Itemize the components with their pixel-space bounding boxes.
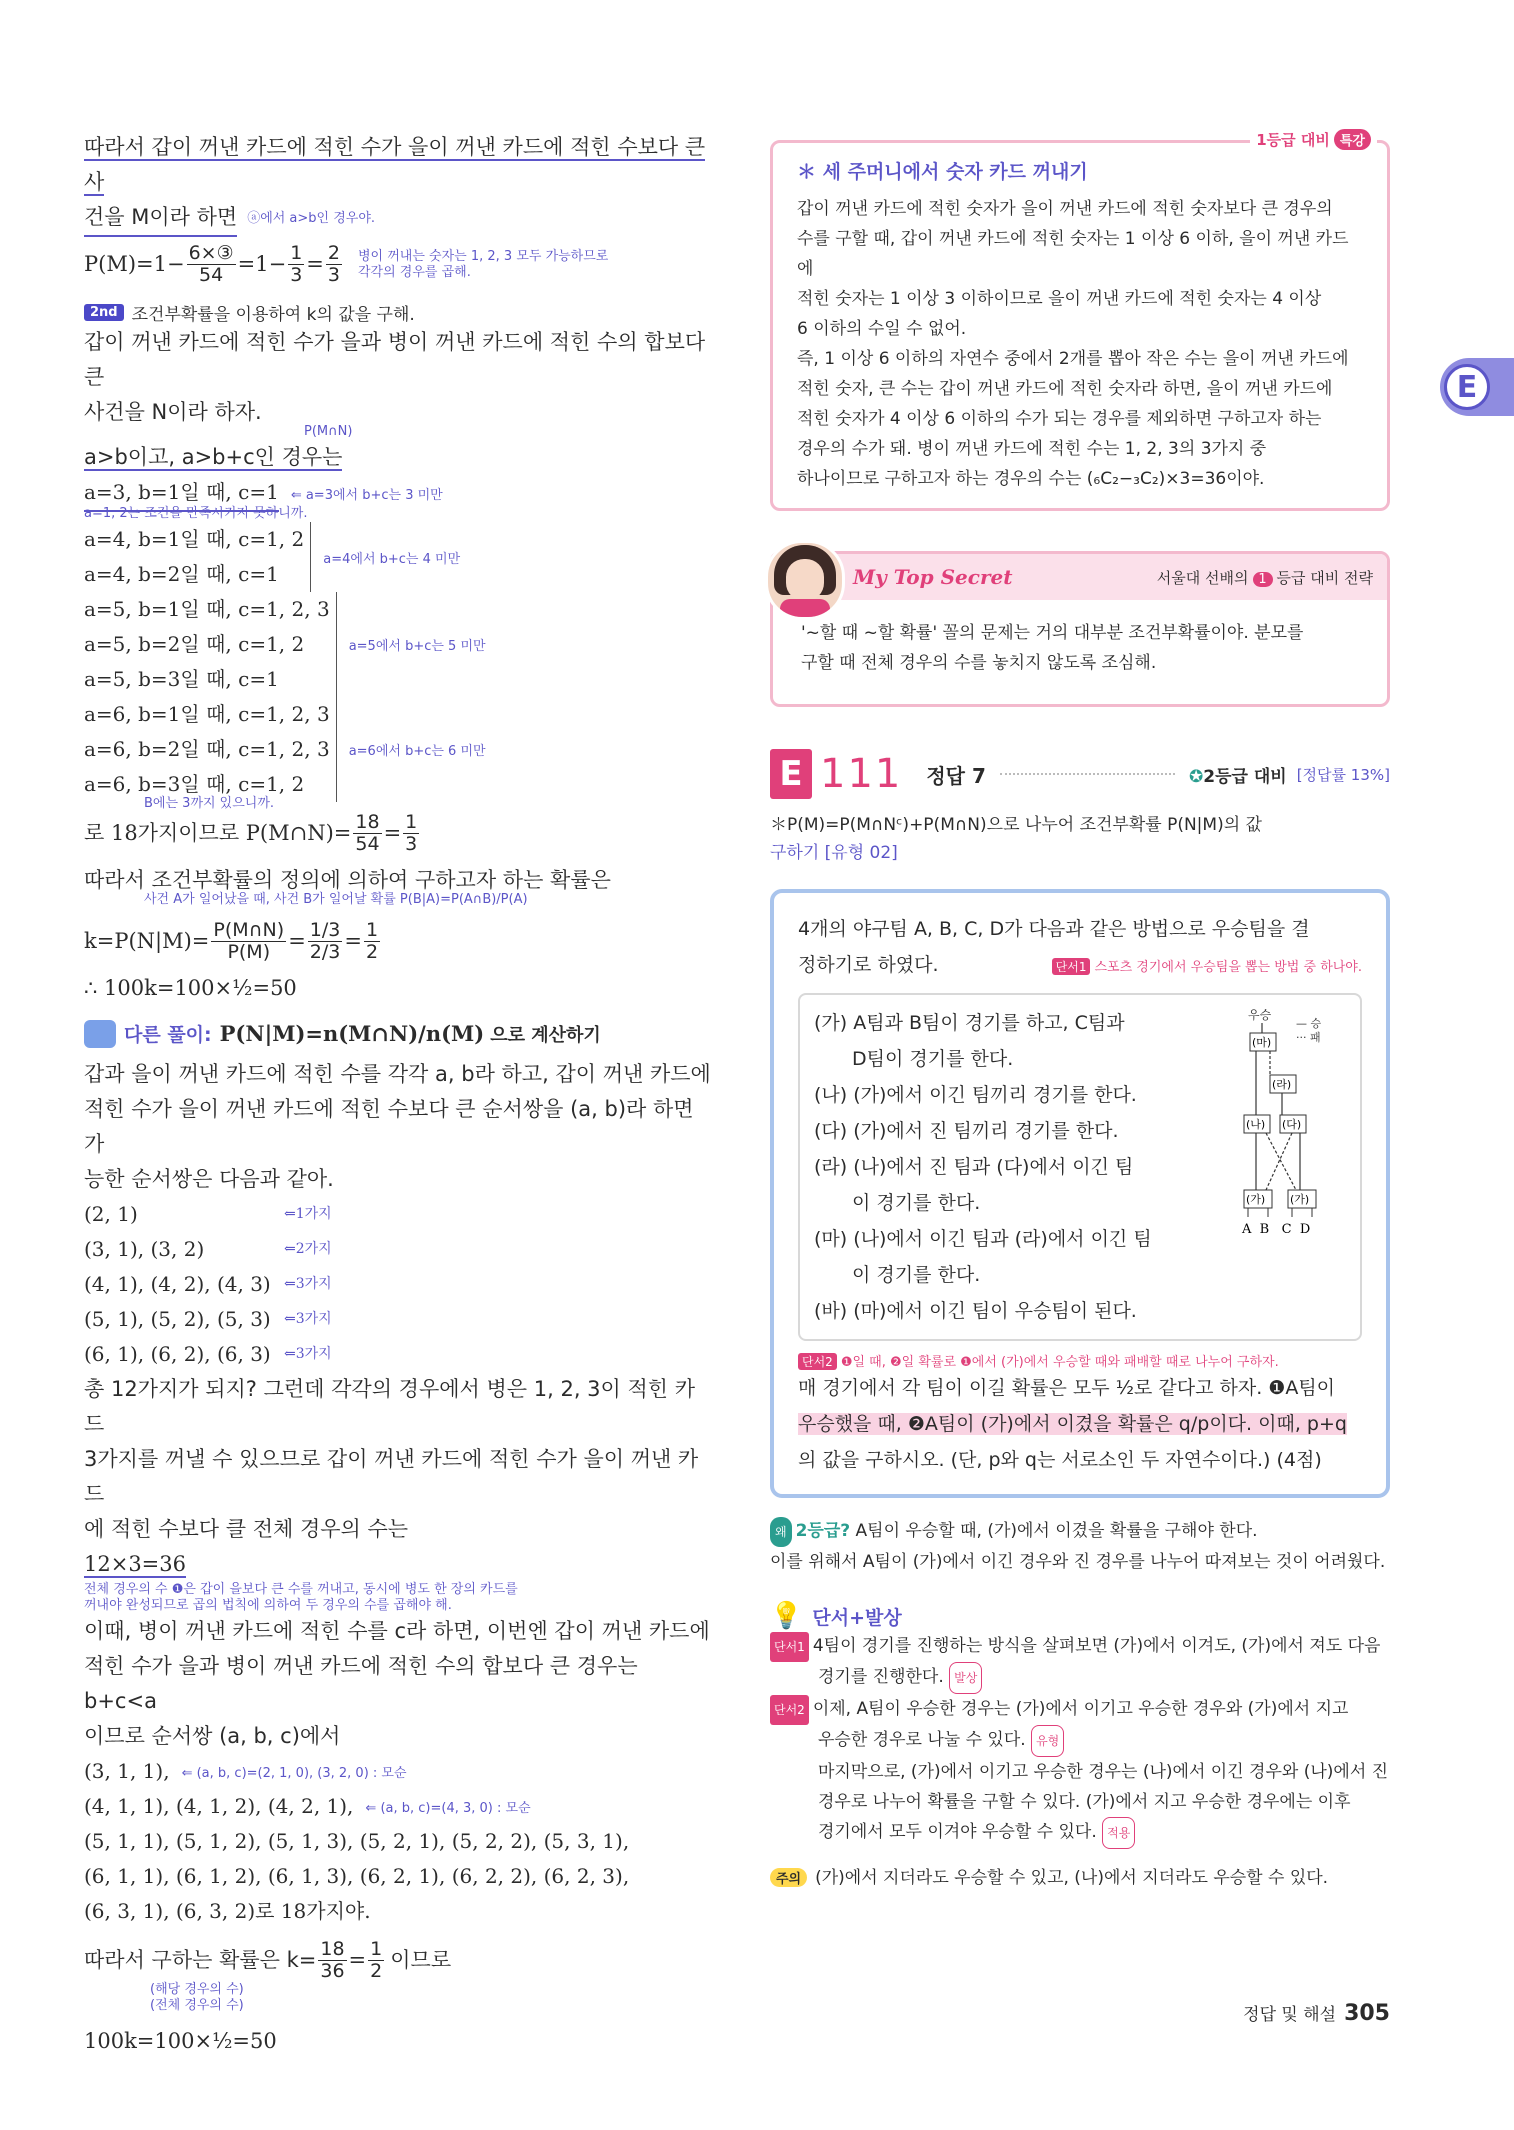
- step2-text: 조건부확률을 이용하여 k의 값을 구해.: [131, 305, 415, 325]
- secret-title: My Top Secret: [853, 565, 1013, 589]
- final-annotation-2: (전체 경우의 수): [150, 1998, 244, 2013]
- pm-fraction-2: [288, 243, 304, 286]
- special-tip-box: [770, 131, 1390, 511]
- final-annotation-1: (해당 경우의 수): [150, 1982, 244, 1997]
- k-formula: k=P(N|M)=: [84, 929, 210, 953]
- final-tail: 이므로: [390, 1948, 452, 1972]
- case-group-note: a=6에서 b+c는 6 미만: [348, 744, 486, 759]
- pm-fraction: [187, 243, 236, 286]
- section-tab-label: E: [1444, 364, 1490, 410]
- question-header: [770, 749, 1390, 799]
- tree-node-ma: (마): [1252, 1036, 1272, 1049]
- page-number: 305: [1344, 2001, 1390, 2026]
- pair-row: (3, 1), (3, 2) ⇐2가지: [84, 1237, 332, 1261]
- question-level: ✪2등급 대비: [1189, 766, 1287, 787]
- case-row: a=5, b=2일 때, c=1, 2: [84, 632, 305, 656]
- leader-dots: [1000, 773, 1175, 775]
- total-annotation-1: 전체 경우의 수 ❶은 갑이 을보다 큰 수를 꺼내고, 동시에 병도 한 장의 카드를: [84, 1582, 518, 1597]
- triple-row: (6, 1, 1), (6, 1, 2), (6, 1, 3), (6, 2, 1), (6, 2, 2), (6, 2, 3),: [84, 1864, 630, 1888]
- hint-body: 단서1 4팀이 경기를 진행하는 방식을 살펴보면 (가)에서 이겨도, (가)에서 져도 다음 경기를 진행한다. 발상 단서2 이제, A팀이 우승한 경우는 (가)에서 이기고 우승한 경우와 (가)에서 지고 우승한 경우로 나눌 수 있다. 유형 마지막으로, (가)에서 이기고 우승한 경우는 (나)에서 이긴 경우와 (나)에서 진 경우로 나누어 확률을 구할 수 있다. (가)에서 지고 우승한 경우에는 이후 경기에서 모두 이겨야 우승할 수 있다. 적용: [770, 1631, 1390, 1849]
- tree-node-da: (다): [1282, 1118, 1302, 1131]
- mentor-avatar: [765, 540, 845, 620]
- alt-heading: [84, 1016, 712, 1051]
- warning-tag: 주의: [770, 1868, 807, 1887]
- question-answer: 정답 7: [926, 763, 986, 788]
- case-group-4: [84, 522, 712, 592]
- alt-formula: P(N|M)=n(M∩N)/n(M): [219, 1021, 485, 1046]
- pm-fraction-3: [326, 243, 342, 286]
- hundred-k-line: ∴ 100k=100×½=50: [84, 976, 297, 1000]
- pm-eq: =: [306, 252, 324, 276]
- intro-line-2: 건을 M이라 하면: [84, 200, 237, 237]
- problem-line-5: 의 값을 구하시오. (단, p와 q는 서로소인 두 자연수이다.) (4점): [798, 1449, 1322, 1471]
- why-tag: 왜: [770, 1517, 792, 1547]
- warning-note: [770, 1863, 1390, 1888]
- pmn-annotation: P(M∩N): [304, 424, 353, 439]
- case-row: a=4, b=2일 때, c=1: [84, 562, 279, 586]
- pair-row: (6, 1), (6, 2), (6, 3) ⇐3가지: [84, 1342, 332, 1366]
- pm-f3-den: 3: [327, 264, 340, 286]
- tip-tag-circle: 특강: [1334, 129, 1371, 150]
- c-paragraph-1: 이때, 병이 꺼낸 카드에 적힌 수를 c라 하면, 이번엔 갑이 꺼낸 카드에: [84, 1619, 710, 1643]
- pm-denominator: 54: [199, 264, 224, 286]
- alt-tail: 으로 계산하기: [490, 1024, 601, 1046]
- tree-node-ga-1: (가): [1246, 1193, 1266, 1206]
- tree-node-ga-2: (가): [1290, 1193, 1310, 1206]
- case-row: a=6, b=3일 때, c=1, 2: [84, 772, 305, 796]
- right-column: [770, 131, 1390, 1888]
- footer-label: 정답 및 해설: [1243, 2005, 1337, 2025]
- total-paragraph-2: 3가지를 꺼낼 수 있으므로 갑이 꺼낸 카드에 적힌 수가 을이 꺼낸 카드: [84, 1447, 699, 1506]
- alt-paragraph-2: 적힌 수가 을이 꺼낸 카드에 적힌 수보다 큰 순서쌍을 (a, b)라 하면 가: [84, 1097, 694, 1156]
- problem-line-2-row: [798, 947, 1362, 983]
- rules-list: (가) A팀과 B팀이 경기를 하고, C팀과 D팀이 경기를 한다. (나) (가)에서 이긴 팀끼리 경기를 한다. (다) (가)에서 진 팀끼리 경기를 한다. (라) (나)에서 진 팀과 (다)에서 이긴 팀 이 경기를 한다. (마) (나)에서 이긴 팀과 (라)에서 이긴 팀 이 경기를 한다. (바) (마)에서 이긴 팀이 우승팀이 된다.: [814, 1012, 1152, 1322]
- section-tab: [1440, 358, 1514, 416]
- k-row: k=P(N|M)= $\frac{P(M\cap N)}{P(M)}$ = $\frac{1/3}{2/3}$ = $\frac{1}{2}$: [84, 919, 379, 963]
- problem-line-4: 우승했을 때, ❷A팀이 (가)에서 이겼을 확률은 q/p이다. 이때, p+q: [798, 1413, 1347, 1435]
- pm-annotations: [358, 249, 608, 281]
- case-group-5: [84, 592, 712, 697]
- pm-f2-den: 3: [290, 264, 303, 286]
- intro-line-1: 따라서 갑이 꺼낸 카드에 적힌 수가 을이 꺼낸 카드에 적힌 수보다 큰 사: [84, 135, 706, 194]
- case-group-note: a=5에서 b+c는 5 미만: [348, 639, 486, 654]
- case-group-6: [84, 697, 712, 802]
- question-badge: E: [770, 749, 812, 799]
- final-result: 100k=100×½=50: [84, 2029, 277, 2053]
- triple-row: (4, 1, 1), (4, 1, 2), (4, 2, 1), ⇐ (a, b, c)=(4, 3, 0) : 모순: [84, 1794, 531, 1818]
- tree-legend-lose: ··· 패: [1296, 1031, 1321, 1044]
- k-fraction-3: $\frac{1}{2}$: [365, 919, 379, 963]
- alt-solution-icon: [84, 1020, 116, 1048]
- problem-box: [770, 889, 1390, 1498]
- clue2-annotation: 단서2 ❶일 때, ❷일 확률로 ❶에서 (가)에서 우승할 때와 패배할 때로 나누어 구하자.: [798, 1351, 1362, 1370]
- pair-row: (5, 1), (5, 2), (5, 3) ⇐3가지: [84, 1307, 332, 1331]
- total-equation: 12×3=36: [84, 1552, 186, 1576]
- tip-title: ＊ 세 주머니에서 숫자 카드 꺼내기: [797, 161, 1088, 183]
- case-list: [84, 475, 712, 812]
- triple-row: (3, 1, 1), ⇐ (a, b, c)=(2, 1, 0), (3, 2, 0) : 모순: [84, 1759, 407, 1783]
- case-row: a=5, b=1일 때, c=1, 2, 3: [84, 597, 330, 621]
- page-footer: [1243, 2000, 1390, 2026]
- tree-node-na: (나): [1246, 1118, 1266, 1131]
- tip-tag: 1등급 대비 특강: [1250, 129, 1377, 150]
- pmn-row: 로 18가지이므로 P(M∩N)= $\frac{18}{54}$ = $\frac{1}{3}$: [84, 811, 418, 855]
- pm-annotation-1: 병이 꺼내는 숫자는 1, 2, 3 모두 가능하므로: [357, 248, 609, 264]
- hint-title: 단서+발상: [812, 1606, 902, 1629]
- k-fraction: $\frac{P(M\cap N)}{P(M)}$: [213, 919, 285, 963]
- n-line-2: 사건을 N이라 하자.: [84, 400, 262, 424]
- cond-prob-annotation: 사건 A가 일어났을 때, 사건 B가 일어날 확률 P(B|A)=P(A∩B)/P(A): [144, 892, 528, 907]
- pair-row: (2, 1) ⇐1가지: [84, 1202, 332, 1226]
- question-number: 111: [820, 751, 903, 797]
- tree-diagram: [1226, 1005, 1346, 1255]
- why-line-1: A팀이 우승할 때, (가)에서 이겼을 확률을 구해야 한다.: [855, 1521, 1258, 1541]
- pm-f3-num: 2: [327, 242, 340, 264]
- case-sub-annotation: a=1, 2는 조건을 만족시키지 못하니까.: [84, 506, 308, 521]
- condition-line: a>b이고, a>b+c인 경우는: [84, 445, 343, 469]
- case-row: a=6, b=2일 때, c=1, 2, 3: [84, 737, 330, 761]
- pm-formula: P(M)=1−: [84, 252, 185, 276]
- total-paragraph-3: 에 적힌 수보다 클 전체 경우의 수는: [84, 1517, 409, 1541]
- intro-row: [84, 200, 712, 237]
- k-fraction-2: $\frac{1/3}{2/3}$: [309, 919, 341, 963]
- why-line-2: 이를 위해서 A팀이 (가)에서 이긴 경우와 진 경우를 나누어 따져보는 것이 어려웠다.: [770, 1552, 1386, 1572]
- step2-heading: [84, 300, 712, 325]
- total-paragraph-1: 총 12가지가 되지? 그런데 각각의 경우에서 병은 1, 2, 3이 적힌 카드: [84, 1377, 696, 1436]
- case-row: a=5, b=3일 때, c=1: [84, 667, 279, 691]
- final-fraction: $\frac{18}{36}$: [320, 1938, 345, 1982]
- alt-paragraph-3: 능한 순서쌍은 다음과 같아.: [84, 1167, 334, 1191]
- star-icon: ✪: [1189, 766, 1204, 787]
- pmn-line: 로 18가지이므로 P(M∩N)=: [84, 821, 352, 845]
- rules-box: [798, 993, 1362, 1341]
- lightbulb-icon: 💡: [770, 1601, 803, 1631]
- pmn-fraction-2: $\frac{1}{3}$: [405, 811, 418, 855]
- triple-list: [84, 1754, 712, 1929]
- total-annotation-2: 꺼내야 완성되므로 곱의 법칙에 의하여 두 경우의 수를 곱해야 해.: [84, 1598, 452, 1613]
- why-title: 2등급?: [795, 1521, 851, 1541]
- pm-row: [84, 243, 712, 286]
- pm-annotation-2: 각각의 경우를 곱해.: [357, 264, 471, 280]
- pair-list: [84, 1197, 712, 1372]
- alt-label: 다른 풀이:: [124, 1024, 212, 1046]
- n-line-1: 갑이 꺼낸 카드에 적힌 수가 을과 병이 꺼낸 카드에 적힌 수의 합보다 큰: [84, 330, 706, 389]
- problem-line-3: 매 경기에서 각 팀이 이길 확률은 모두 ½로 같다고 하자. ❶A팀이: [798, 1377, 1336, 1399]
- tree-top-label: 우승: [1248, 1008, 1272, 1022]
- case-row: a=3, b=1일 때, c=1 ⇐ a=3에서 b+c는 3 미만: [84, 475, 712, 512]
- triple-row: (6, 3, 1), (6, 3, 2)로 18가지야.: [84, 1899, 371, 1923]
- question-summary: ＊P(M)=P(M∩Nᶜ)+P(M∩N)으로 나누어 조건부확률 P(N|M)의 값 구하기 [유형 02]: [770, 815, 1262, 863]
- hint-heading: [770, 1601, 1390, 1631]
- alt-paragraph-1: 갑과 을이 꺼낸 카드에 적힌 수를 각각 a, b라 하고, 갑이 꺼낸 카드에: [84, 1062, 711, 1086]
- pm-numerator: 6×③: [188, 242, 234, 264]
- tournament-tree: [1226, 1005, 1346, 1329]
- question-rate: [정답률 13%]: [1296, 765, 1390, 784]
- pair-row: (4, 1), (4, 2), (4, 3) ⇐3가지: [84, 1272, 332, 1296]
- cond-prob-line: 따라서 조건부확률의 정의에 의하여 구하고자 하는 확률은: [84, 868, 611, 892]
- case-row: a=6, b=1일 때, c=1, 2, 3: [84, 702, 330, 726]
- tree-legend-win: — 승: [1296, 1017, 1322, 1030]
- case-row: a=4, b=1일 때, c=1, 2: [84, 527, 305, 551]
- tree-node-ra: (라): [1272, 1078, 1292, 1091]
- b-annotation: B에는 3까지 있으니까.: [144, 796, 275, 811]
- c-paragraph-2: 적힌 수가 을과 병이 꺼낸 카드에 적힌 수의 합보다 큰 경우는 b+c<a: [84, 1654, 638, 1713]
- pm-f2-num: 1: [290, 242, 303, 264]
- final-line: 따라서 구하는 확률은 k=: [84, 1948, 317, 1972]
- secret-body: '~할 때 ~할 확률' 꼴의 문제는 거의 대부분 조건부확률이야. 분모를 구할 때 전체 경우의 수를 놓치지 않도록 조심해.: [801, 623, 1304, 673]
- tip-body: 갑이 꺼낸 카드에 적힌 숫자가 을이 꺼낸 카드에 적힌 숫자보다 큰 경우의 수를 구할 때, 갑이 꺼낸 카드에 적힌 숫자는 1 이상 6 이하, 을이 꺼낸 카드에 적힌 숫자는 1 이상 3 이하이므로 을이 꺼낸 카드에 적힌 숫자는 4 이상 6 이하의 수일 수 없어. 즉, 1 이상 6 이하의 자연수 중에서 2개를 뽑아 작은 수는 을이 꺼낸 카드에 적힌 숫자, 큰 수는 갑이 꺼낸 카드에 적힌 숫자라 하면, 을이 꺼낸 카드에 적힌 숫자가 4 이상 6 이하의 수가 되는 경우를 제외하면 구하고자 하는 경우의 수가 돼. 병이 꺼낸 카드에 적힌 수는 1, 2, 3의 3가지 중 하나이므로 구하고자 하는 경우의 수는 (₆C₂−₃C₂)×3=36이야.: [797, 199, 1349, 489]
- tree-teams: A B C D: [1242, 1222, 1311, 1237]
- secret-subtitle: 서울대 선배의 1 등급 대비 전략: [1156, 568, 1373, 587]
- final-row: 따라서 구하는 확률은 k= $\frac{18}{36}$ = $\frac{1}{2}$ 이므로: [84, 1938, 452, 1982]
- pm-mid: =1−: [237, 252, 287, 276]
- why-difficult: [770, 1516, 1390, 1577]
- problem-line-2: 정하기로 하였다.: [798, 954, 939, 976]
- final-fraction-2: $\frac{1}{2}$: [370, 1938, 383, 1982]
- c-paragraph-3: 이므로 순서쌍 (a, b, c)에서: [84, 1724, 341, 1748]
- top-secret-box: [770, 551, 1390, 707]
- problem-line-1: 4개의 야구팀 A, B, C, D가 다음과 같은 방법으로 우승팀을 결: [798, 918, 1310, 940]
- intro-annotation: ⓐ에서 a>b인 경우야.: [247, 210, 376, 226]
- case-group-note: a=4에서 b+c는 4 미만: [323, 551, 461, 567]
- secret-header: [773, 554, 1387, 600]
- left-column: [84, 130, 712, 2059]
- pmn-fraction: $\frac{18}{54}$: [355, 811, 380, 855]
- triple-row: (5, 1, 1), (5, 1, 2), (5, 1, 3), (5, 2, 1), (5, 2, 2), (5, 3, 1),: [84, 1829, 630, 1853]
- clue1-annotation: 단서1 스포츠 경기에서 우승팀을 뽑는 방법 중 하나야.: [1052, 956, 1362, 975]
- warning-text: (가)에서 지더라도 우승할 수 있고, (나)에서 지더라도 우승할 수 있다.: [815, 1868, 1329, 1888]
- step2-badge: 2nd: [84, 304, 124, 321]
